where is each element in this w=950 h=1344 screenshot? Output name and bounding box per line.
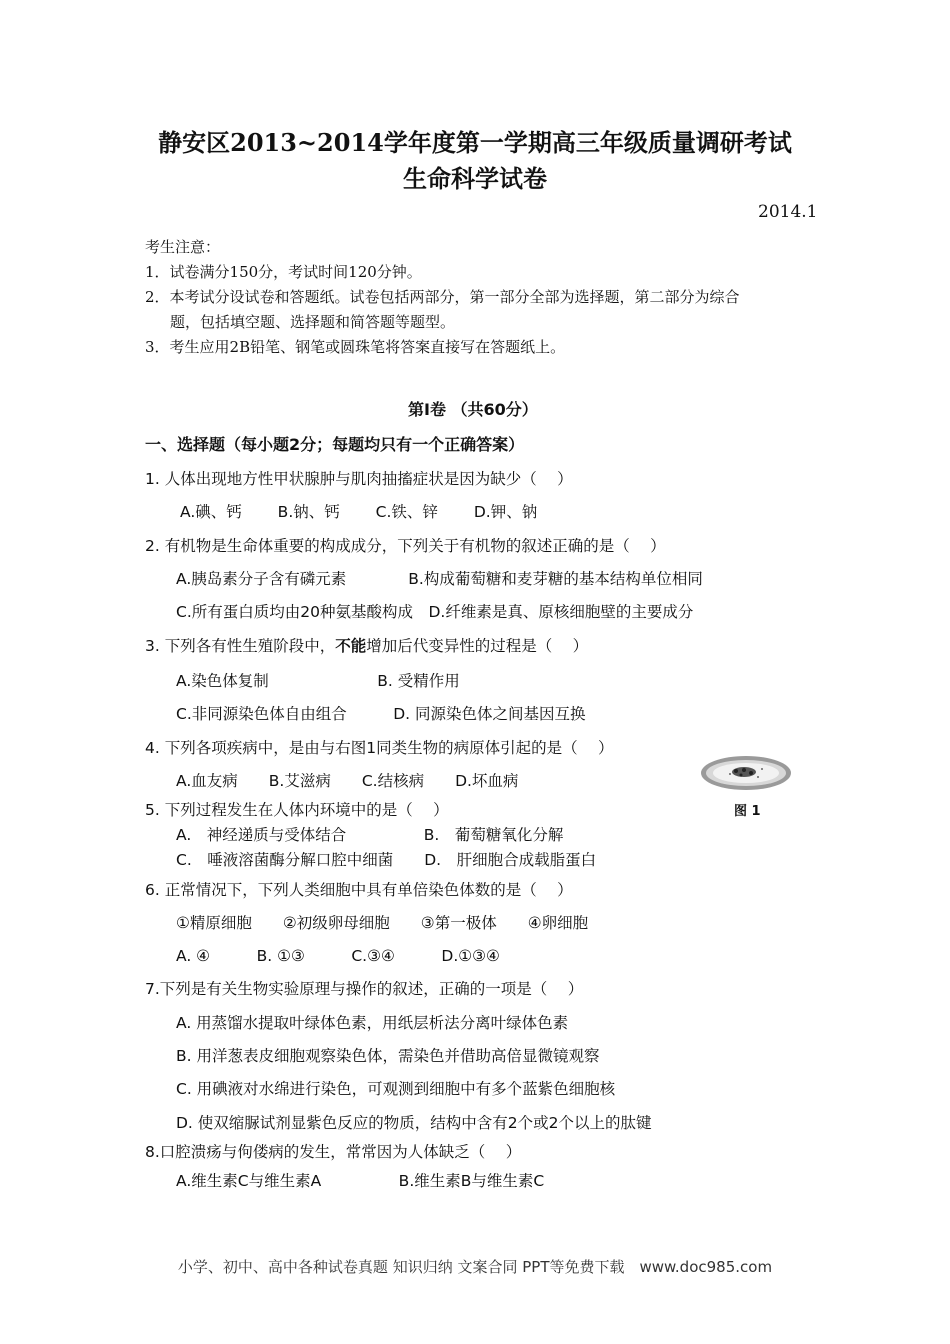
exam-title: 静安区2013~2014学年度第一学期高三年级质量调研考试 xyxy=(158,128,792,157)
question-5-options-ab: A. 神经递质与受体结合 B. 葡萄糖氧化分解 xyxy=(176,826,564,844)
question-7-option-b: B. 用洋葱表皮细胞观察染色体，需染色并借助高倍显微镜观察 xyxy=(176,1047,600,1065)
question-3-options-cd: C.非同源染色体自由组合 D. 同源染色体之间基因互换 xyxy=(176,705,586,723)
question-2-options-ab: A.胰岛素分子含有磷元素 B.构成葡萄糖和麦芽糖的基本结构单位相同 xyxy=(176,570,703,588)
question-3-stem-end: 增加后代变异性的过程是（ ） xyxy=(366,637,589,655)
question-4: 4. 下列各项疾病中，是由与右图1同类生物的病原体引起的是（ ） xyxy=(145,739,614,757)
question-7: 7.下列是有关生物实验原理与操作的叙述，正确的一项是（ ） xyxy=(145,980,584,998)
question-3 xyxy=(145,634,588,656)
question-7-option-c: C. 用碘液对水绵进行染色，可观测到细胞中有多个蓝紫色细胞核 xyxy=(176,1080,616,1098)
question-1-options: A.碘、钙 B.钠、钙 C.铁、锌 D.钾、钠 xyxy=(180,503,538,521)
notice-item-2: 2．本考试分设试卷和答题纸。试卷包括两部分，第一部分全部为选择题，第二部分为综合 xyxy=(145,288,740,306)
notice-item-2-cont: 题，包括填空题、选择题和简答题等题型。 xyxy=(170,313,456,331)
notice-item-3: 3．考生应用2B铅笔、钢笔或圆珠笔将答案直接写在答题纸上。 xyxy=(145,338,566,356)
question-3-stem: 3. 下列各有性生殖阶段中， xyxy=(145,637,336,655)
page-footer: 小学、初中、高中各种试卷真题 知识归纳 文案合同 PPT等免费下载 www.doc985.com xyxy=(177,1258,773,1276)
question-7-option-a: A. 用蒸馏水提取叶绿体色素，用纸层析法分离叶绿体色素 xyxy=(176,1014,569,1032)
question-7-option-d: D. 使双缩脲试剂显紫色反应的物质，结构中含有2个或2个以上的肽键 xyxy=(176,1114,652,1132)
question-6-options: A. ④ B. ①③ C.③④ D.①③④ xyxy=(176,947,500,965)
question-5-options-cd: C. 唾液溶菌酶分解口腔中细菌 D. 肝细胞合成载脂蛋白 xyxy=(176,851,597,869)
part-title: 第Ⅰ卷 （共60分） xyxy=(408,400,538,419)
section-heading: 一、选择题（每小题2分；每题均只有一个正确答案） xyxy=(145,435,525,454)
question-5: 5. 下列过程发生在人体内环境中的是（ ） xyxy=(145,801,449,819)
question-6-items: ①精原细胞 ②初级卵母细胞 ③第一极体 ④卵细胞 xyxy=(176,914,589,932)
question-3-emphasis: 不能 xyxy=(335,637,367,655)
figure-1-label: 图 1 xyxy=(734,804,761,819)
question-8-options: A.维生素C与维生素A B.维生素B与维生素C xyxy=(176,1172,545,1190)
figure-1-bacterium-image xyxy=(700,754,792,792)
question-4-options: A.血友病 B.艾滋病 C.结核病 D.坏血病 xyxy=(176,772,519,790)
notice-heading: 考生注意： xyxy=(145,238,221,256)
question-6: 6. 正常情况下，下列人类细胞中具有单倍染色体数的是（ ） xyxy=(145,881,573,899)
exam-date: 2014.1 xyxy=(758,202,818,222)
notice-item-1: 1．试卷满分150分，考试时间120分钟。 xyxy=(145,263,422,281)
question-3-options-ab: A.染色体复制 B. 受精作用 xyxy=(176,672,460,690)
question-8: 8.口腔溃疡与佝偻病的发生，常常因为人体缺乏（ ） xyxy=(145,1143,522,1161)
question-2: 2. 有机物是生命体重要的构成成分，下列关于有机物的叙述正确的是（ ） xyxy=(145,537,666,555)
question-2-options-cd: C.所有蛋白质均由20种氨基酸构成 D.纤维素是真、原核细胞壁的主要成分 xyxy=(176,603,694,621)
question-1: 1. 人体出现地方性甲状腺肿与肌肉抽搐症状是因为缺少（ ） xyxy=(145,470,573,488)
exam-subtitle: 生命科学试卷 xyxy=(403,164,547,193)
